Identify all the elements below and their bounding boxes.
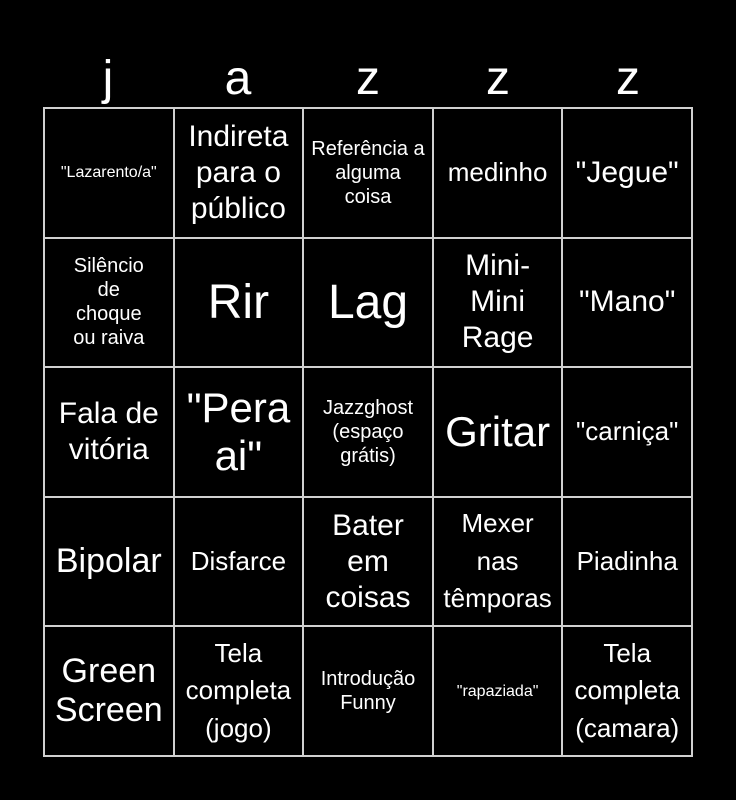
- bingo-cell[interactable]: [433, 497, 563, 627]
- cell-text: Mexer nas têmporas: [443, 508, 552, 614]
- bingo-cell[interactable]: [174, 626, 304, 756]
- bingo-board: [43, 107, 693, 757]
- bingo-cell[interactable]: [303, 626, 433, 756]
- cell-text: Bipolar: [55, 542, 162, 581]
- cell-text: "carniça": [576, 416, 679, 447]
- cell-text: Bater em coisas: [325, 508, 411, 614]
- cell-text: Silêncio de choque ou raiva: [73, 255, 145, 350]
- cell-text: medinho: [447, 156, 548, 187]
- bingo-cell[interactable]: [433, 367, 563, 497]
- cell-text: Tela completa (jogo): [185, 637, 292, 744]
- bingo-cell[interactable]: [562, 108, 692, 238]
- header-letter-4: z: [486, 52, 510, 105]
- cell-text: "Mano": [579, 285, 676, 319]
- bingo-cell[interactable]: [44, 108, 174, 238]
- cell-text: Green Screen: [54, 652, 163, 730]
- bingo-cell[interactable]: [562, 238, 692, 368]
- cell-text: "Pera ai": [186, 383, 291, 479]
- bingo-cell[interactable]: [303, 238, 433, 368]
- cell-text: Indireta para o público: [188, 119, 289, 225]
- bingo-cell[interactable]: [433, 626, 563, 756]
- bingo-cell[interactable]: [44, 626, 174, 756]
- cell-text: "rapaziada": [456, 682, 539, 700]
- bingo-header: [43, 52, 693, 106]
- cell-text: "Lazarento/a": [60, 164, 157, 182]
- cell-text: Disfarce: [190, 545, 287, 576]
- cell-text: Rir: [207, 275, 270, 329]
- bingo-cell[interactable]: [562, 367, 692, 497]
- header-letter-2: a: [224, 52, 252, 105]
- cell-text: Tela completa (camara): [574, 637, 680, 744]
- bingo-cell[interactable]: [303, 497, 433, 627]
- header-letter-1: j: [102, 52, 114, 105]
- bingo-cell[interactable]: [174, 238, 304, 368]
- bingo-cell[interactable]: [303, 108, 433, 238]
- bingo-cell[interactable]: [44, 238, 174, 368]
- bingo-cell[interactable]: [174, 497, 304, 627]
- header-letter-3: z: [356, 52, 380, 105]
- bingo-cell[interactable]: [562, 626, 692, 756]
- cell-text: "Jegue": [575, 155, 679, 189]
- cell-text: Jazzghost (espaço grátis): [322, 396, 414, 467]
- bingo-cell[interactable]: [44, 497, 174, 627]
- bingo-cell[interactable]: [44, 367, 174, 497]
- cell-text: Referência a alguma coisa: [311, 137, 425, 208]
- cell-text: Gritar: [445, 407, 551, 455]
- bingo-cell[interactable]: [303, 367, 433, 497]
- cell-text: Lag: [327, 275, 409, 329]
- cell-text: Piadinha: [576, 545, 678, 576]
- bingo-cell[interactable]: [433, 108, 563, 238]
- cell-text: Fala de vitória: [58, 396, 159, 466]
- bingo-cell[interactable]: [562, 497, 692, 627]
- cell-text: Mini-Mini Rage: [461, 249, 534, 355]
- bingo-cell[interactable]: [174, 108, 304, 238]
- cell-text: Introdução Funny: [320, 668, 416, 715]
- bingo-cell[interactable]: [433, 238, 563, 368]
- bingo-cell[interactable]: [174, 367, 304, 497]
- header-letter-5: z: [616, 52, 640, 105]
